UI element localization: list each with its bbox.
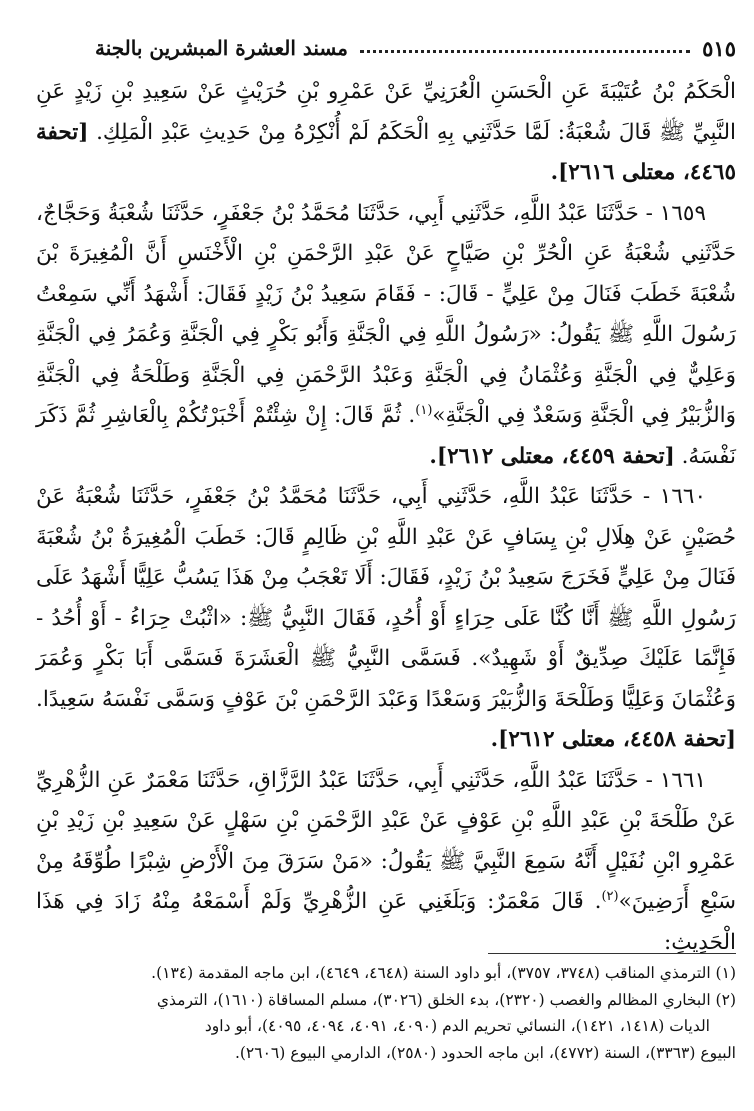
footnote-marker: (٢): [601, 888, 619, 904]
hadith-1661-text: ١٦٦١ - حَدَّثَنَا عَبْدُ اللَّهِ، حَدَّثَنِي أَبِي، حَدَّثَنَا عَبْدُ الرَّزَّاقِ، حَدَّثَنَا مَعْمَرٌ عَنِ الزُّهْرِيِّ عَنْ طَلْحَةَ بْنِ عَبْدِ اللَّهِ بْنِ عَوْفٍ عَنْ عَبْدِ الرَّحْمَنِ بْنِ سَهْلٍ عَنْ سَعِيدِ بْنِ زَيْدِ بْنِ عَمْرِو ابْنِ نُفَيْلٍ أَنَّهُ سَمِعَ النَّبِيَّ ﷺ يَقُولُ: «مَنْ سَرَقَ مِنَ الْأَرْضِ شِبْرًا طُوِّقَهُ مِنْ سَبْعِ أَرَضِينَ»: [36, 767, 736, 914]
hadith-1661: [36, 761, 736, 964]
continued-hadith-text: الْحَكَمُ بْنُ عُتَيْبَةَ عَنِ الْحَسَنِ الْعُرَنِيِّ عَنْ عَمْرِو بْنِ حُرَيْثٍ عَنْ سَعِيدِ بْنِ زَيْدٍ عَنِ النَّبِيِّ ﷺ قَالَ شُعْبَةُ: لَمَّا حَدَّثَنِي بِهِ الْحَكَمُ لَمْ أُنْكِرْهُ مِنْ حَدِيثِ عَبْدِ الْمَلِكِ.: [36, 79, 736, 145]
footnote-2: (٢) البخاري المظالم والغصب (٢٣٢٠)، بدء الخلق (٣٠٢٦)، مسلم المساقاة (١٦١٠)، الترمذي: [156, 990, 736, 1009]
footnote-marker: (١): [415, 402, 433, 418]
reference-tuhfa: [تحفة ٤٤٦٥، معتلى ٢٦١٦].: [36, 119, 736, 185]
footnotes: [36, 960, 736, 1066]
hadith-1660: [36, 477, 736, 761]
running-title: مسند العشرة المبشرين بالجنة: [95, 36, 348, 60]
page-number: ٥١٥: [702, 35, 736, 61]
page-header: [95, 28, 736, 68]
header-dotted-leader: [360, 44, 690, 53]
hadith-1659: [36, 194, 736, 478]
reference-tuhfa: [تحفة ٤٤٥٩، معتلى ٢٦١٢].: [429, 443, 675, 469]
main-text: [36, 72, 736, 963]
footnote-divider: [488, 953, 736, 954]
hadith-1659-text: ١٦٥٩ - حَدَّثَنَا عَبْدُ اللَّهِ، حَدَّثَنِي أَبِي، حَدَّثَنَا مُحَمَّدُ بْنُ جَعْفَرٍ، حَدَّثَنَا شُعْبَةُ وَحَجَّاجٌ، حَدَّثَنِي شُعْبَةُ عَنِ الْحُرِّ بْنِ صَيَّاحٍ عَنْ عَبْدِ الرَّحْمَنِ بْنِ الْأَخْنَسِ أَنَّ الْمُغِيرَةَ بْنَ شُعْبَةَ خَطَبَ فَنَالَ مِنْ عَلِيٍّ - قَالَ: - فَقَامَ سَعِيدُ بْنُ زَيْدٍ فَقَالَ: أَشْهَدُ أَنِّي سَمِعْتُ رَسُولَ اللَّهِ ﷺ يَقُولُ: «رَسُولُ اللَّهِ فِي الْجَنَّةِ وَأَبُو بَكْرٍ فِي الْجَنَّةِ وَعُمَرُ فِي الْجَنَّةِ وَعَلِيٌّ فِي الْجَنَّةِ وَعُثْمَانُ فِي الْجَنَّةِ وَعَبْدُ الرَّحْمَنِ فِي الْجَنَّةِ وَطَلْحَةُ فِي الْجَنَّةِ وَالزُّبَيْرُ فِي الْجَنَّةِ وَسَعْدٌ فِي الْجَنَّةِ»: [36, 200, 737, 428]
reference-tuhfa: [تحفة ٤٤٥٨، معتلى ٢٦١٢].: [490, 727, 736, 752]
continued-hadith: [36, 72, 736, 194]
hadith-1661-tail: . قَالَ مَعْمَرٌ: وَبَلَغَنِي عَنِ الزُّهْرِيِّ وَلَمْ أَسْمَعْهُ مِنْهُ زَادَ فِي هَذَا الْحَدِيثِ:: [36, 889, 736, 955]
footnote-2-continuation: الديات (١٤١٨، ١٤٢١)، النسائي تحريم الدم (٤٠٩٠، ٤٠٩١، ٤٠٩٤، ٤٠٩٥)، أبو داود: [204, 1017, 710, 1035]
footnote-1: (١) الترمذي المناقب (٣٧٤٨، ٣٧٥٧)، أبو داود السنة (٤٦٤٨، ٤٦٤٩)، ابن ماجه المقدمة (١٣٤).: [151, 964, 736, 982]
footnote-2-continuation: البيوع (٣٣٦٣)، السنة (٤٧٧٢)، ابن ماجه الحدود (٢٥٨٠)، الدارمي البيوع (٢٦٠٦).: [234, 1043, 736, 1062]
hadith-1659-tail: . ثُمَّ قَالَ: إِنْ شِئْتُمْ أَخْبَرْتُكُمْ بِالْعَاشِرِ ثُمَّ ذَكَرَ نَفْسَهُ.: [36, 403, 736, 469]
hadith-1660-text: ١٦٦٠ - حَدَّثَنَا عَبْدُ اللَّهِ، حَدَّثَنِي أَبِي، حَدَّثَنَا مُحَمَّدُ بْنُ جَعْفَرٍ، حَدَّثَنَا شُعْبَةُ عَنْ حُصَيْنٍ عَنْ هِلَالِ بْنِ يِسَافٍ عَنْ عَبْدِ اللَّهِ بْنِ ظَالِمٍ قَالَ: خَطَبَ الْمُغِيرَةُ بْنُ شُعْبَةَ فَنَالَ مِنْ عَلِيٍّ فَخَرَجَ سَعِيدُ بْنُ زَيْدٍ، فَقَالَ: أَلَا تَعْجَبُ مِنْ هَذَا يَسُبُّ عَلِيًّا أَشْهَدُ عَلَى رَسُولِ اللَّهِ ﷺ أَنَّا كُنَّا عَلَى حِرَاءٍ أَوْ أُحُدٍ، فَقَالَ النَّبِيُّ ﷺ: «اثْبُتْ حِرَاءُ - أَوْ أُحُدُ - فَإِنَّمَا عَلَيْكَ صِدِّيقٌ أَوْ شَهِيدٌ». فَسَمَّى النَّبِيُّ ﷺ الْعَشَرَةَ فَسَمَّى أَبَا بَكْرٍ وَعُمَرَ وَعُثْمَانَ وَعَلِيًّا وَطَلْحَةَ وَالزُّبَيْرَ وَسَعْدًا وَعَبْدَ الرَّحْمَنِ بْنَ عَوْفٍ وَسَمَّى نَفْسَهُ سَعِيدًا.: [36, 484, 736, 712]
